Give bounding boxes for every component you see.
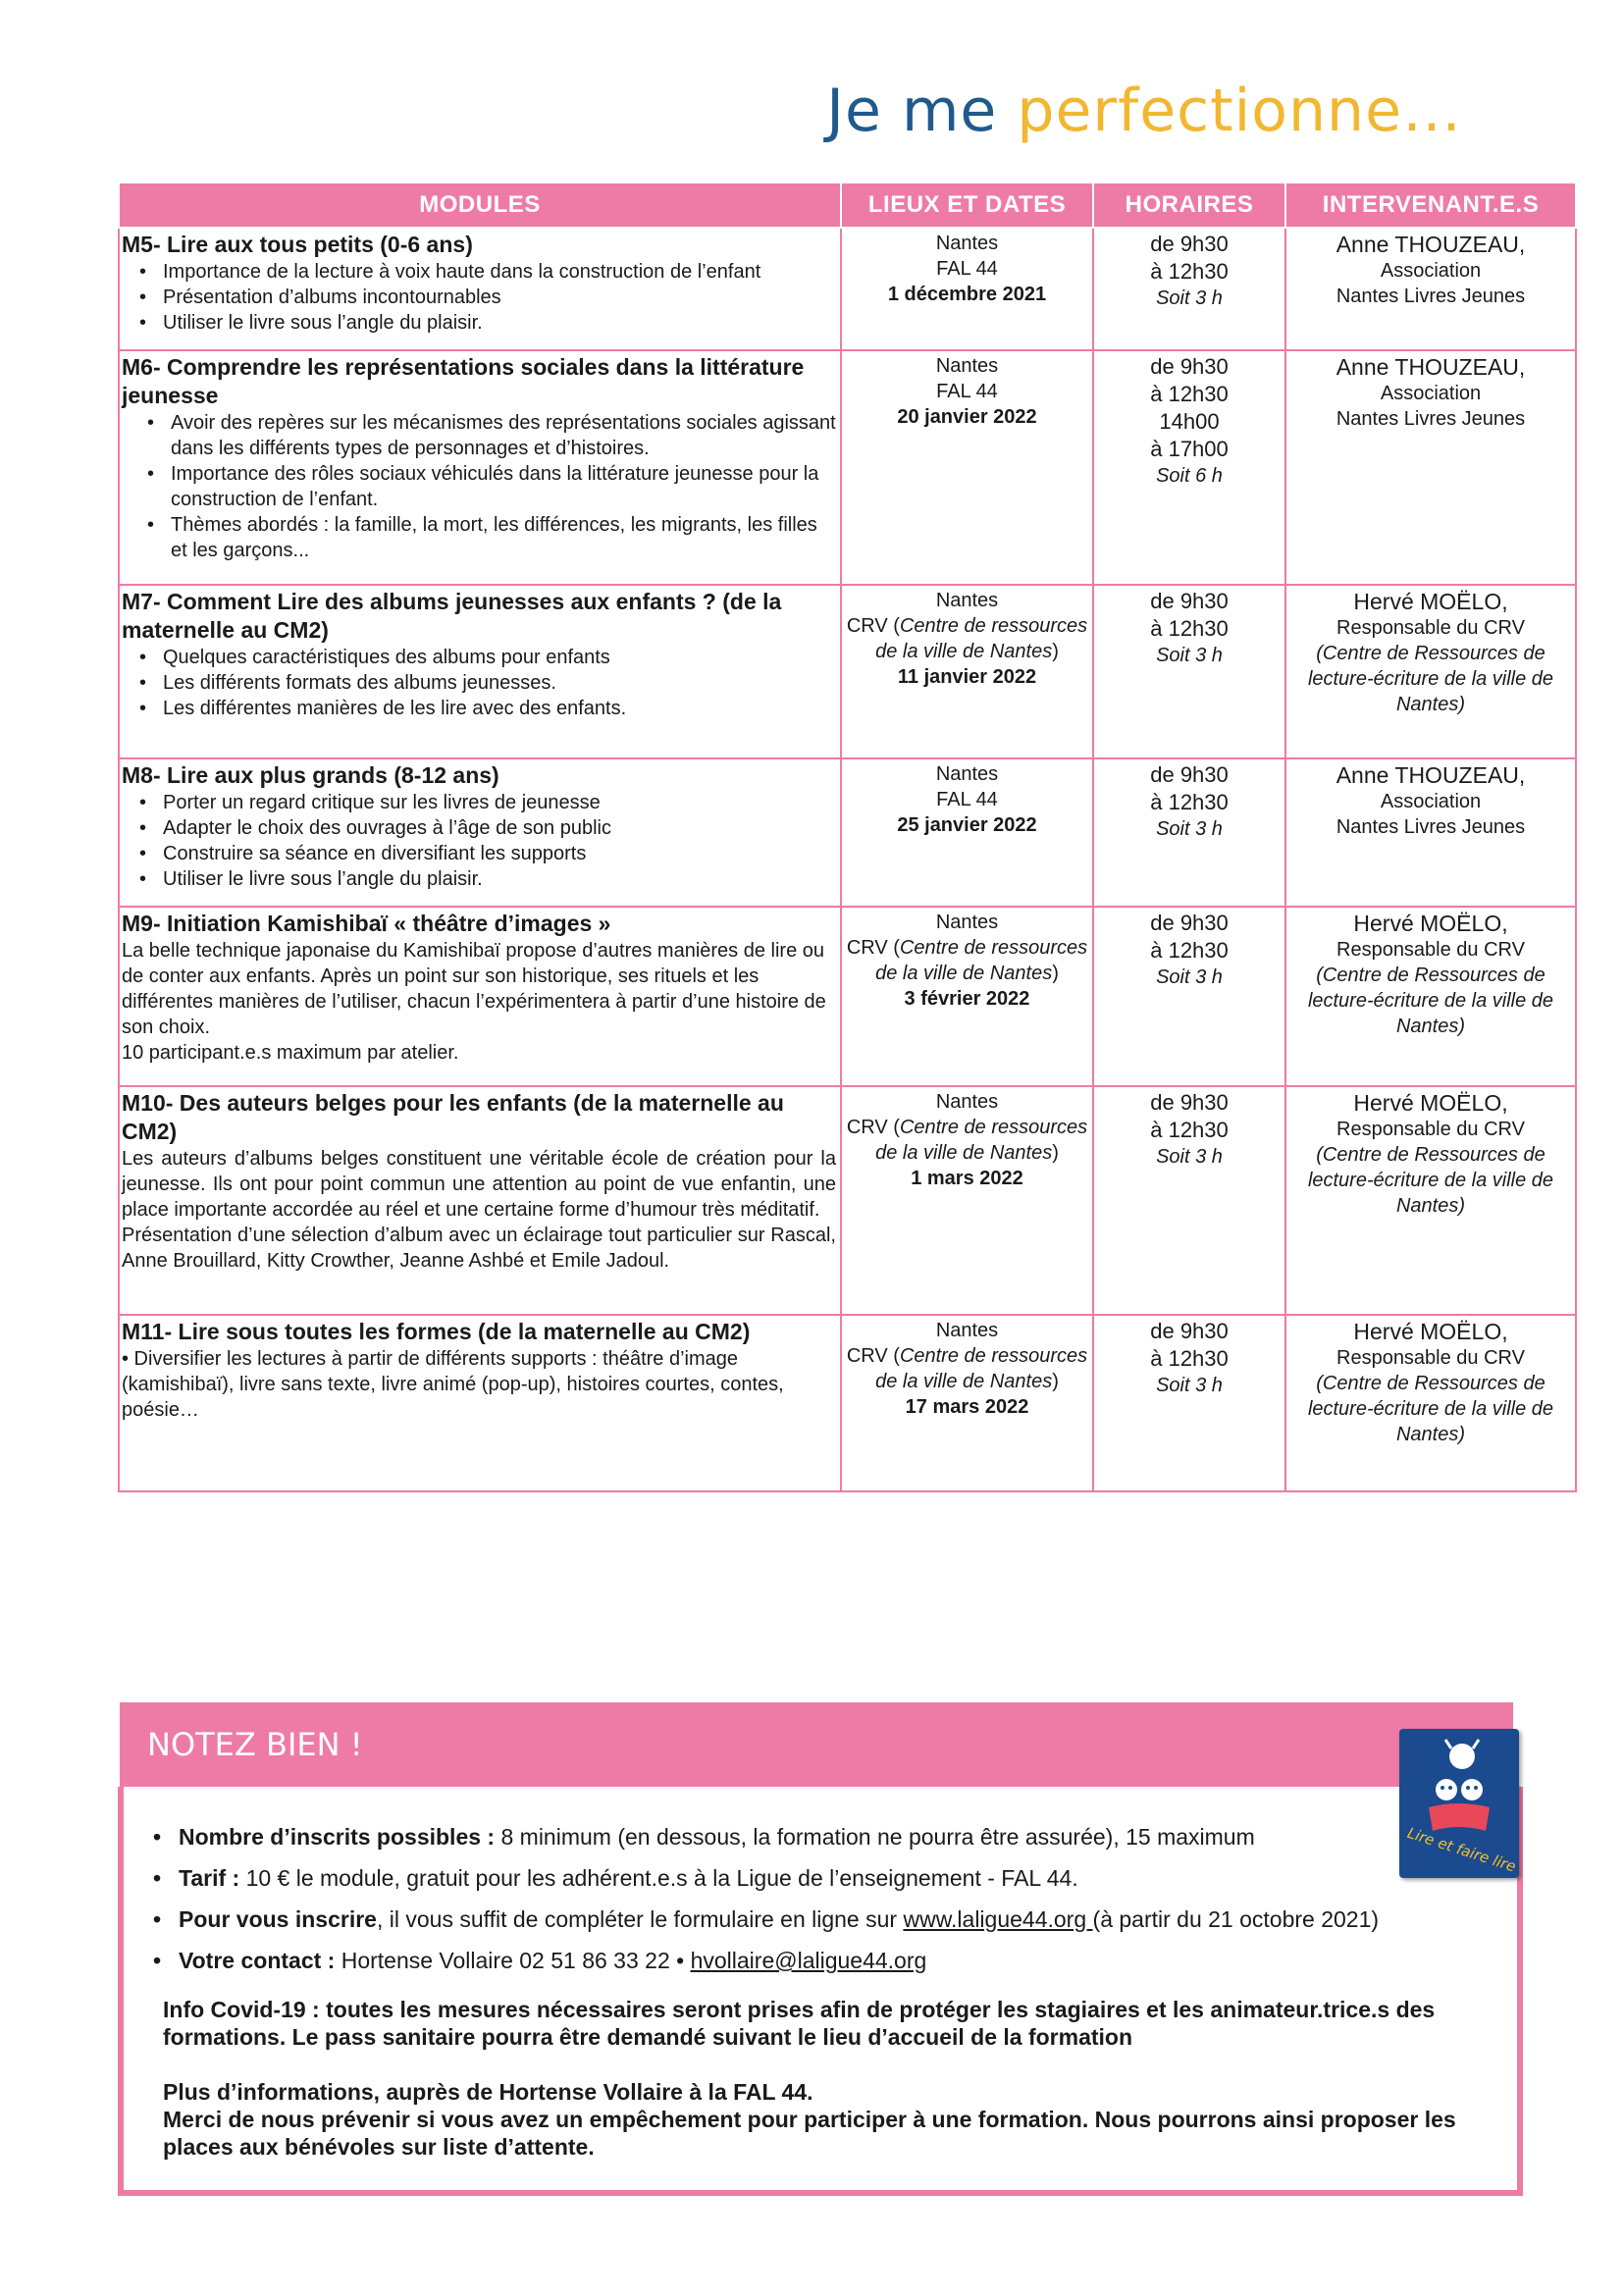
venue-full-name: Centre de ressources de la ville de Nantes bbox=[875, 615, 1088, 662]
module-cell bbox=[119, 907, 841, 1086]
venue bbox=[843, 935, 1091, 986]
duration: Soit 6 h bbox=[1156, 465, 1223, 487]
schedule-cell bbox=[1093, 1315, 1285, 1491]
venue bbox=[843, 613, 1091, 664]
module-title: M8- Lire aux plus grands (8-12 ans) bbox=[122, 762, 499, 788]
speaker-cell bbox=[1285, 350, 1576, 585]
email-link[interactable]: hvollaire@laligue44.org bbox=[690, 1948, 927, 1973]
module-note: Présentation d’une sélection d’album avec un éclairage tout particulier sur Rascal, Anne Brouillard, Kitty Crowther, Jeanne Ashbé et Emile Jadoul. bbox=[122, 1225, 836, 1272]
list-item bbox=[153, 1816, 1497, 1857]
time-end: à 12h30 bbox=[1150, 259, 1229, 284]
bullet-item: • Thèmes abordés : la famille, la mort, les différences, les migrants, les filles et les garçons... bbox=[169, 512, 836, 563]
bullet-item: • Présentation d’albums incontournables bbox=[161, 285, 836, 310]
speaker-role: Responsable du CRV bbox=[1336, 1119, 1525, 1140]
venue-full-name: Centre de ressources de la ville de Nantes bbox=[875, 1117, 1088, 1164]
venue-full-name: Centre de ressources de la ville de Nantes bbox=[875, 937, 1088, 984]
logo-text: Lire et faire lire bbox=[1405, 1823, 1519, 1876]
venue-prefix: CRV ( bbox=[846, 615, 900, 637]
session-date: 1 décembre 2021 bbox=[887, 284, 1047, 305]
module-bullets bbox=[122, 259, 836, 336]
module-title: M6- Comprendre les représentations sociales dans la littérature jeunesse bbox=[122, 354, 805, 408]
schedule-cell bbox=[1093, 907, 1285, 1086]
item-text: 8 minimum (en dessous, la formation ne pourra être assurée), 15 maximum bbox=[495, 1824, 1255, 1850]
schedule-cell bbox=[1093, 758, 1285, 907]
speaker-name: Hervé MOËLO, bbox=[1353, 1090, 1508, 1116]
item-text-after: (à partir du 21 octobre 2021) bbox=[1092, 1906, 1380, 1932]
session-date: 17 mars 2022 bbox=[905, 1396, 1029, 1418]
item-label: Tarif : bbox=[179, 1865, 240, 1891]
module-bullets bbox=[122, 410, 836, 563]
duration: Soit 3 h bbox=[1156, 645, 1223, 666]
city: Nantes bbox=[935, 233, 999, 254]
speaker-cell bbox=[1285, 228, 1576, 350]
speaker-name: Anne THOUZEAU, bbox=[1336, 354, 1526, 380]
item-text: , il vous suffit de compléter le formulaire en ligne sur bbox=[376, 1906, 904, 1932]
item-text: 10 € le module, gratuit pour les adhérent.e.s à la Ligue de l’enseignement - FAL 44. bbox=[239, 1865, 1078, 1891]
module-cell bbox=[119, 758, 841, 907]
venue-prefix: CRV ( bbox=[846, 1345, 900, 1367]
speaker-org: Nantes Livres Jeunes bbox=[1336, 816, 1526, 838]
waitlist-info: Merci de nous prévenir si vous avez un empêchement pour participer à une formation. Nous pourrons ainsi proposer les places aux bénévoles sur liste d’attente. bbox=[163, 2107, 1456, 2160]
schedule-cell bbox=[1093, 228, 1285, 350]
venue-suffix: ) bbox=[1052, 963, 1059, 984]
module-cell bbox=[119, 228, 841, 350]
location-cell bbox=[841, 350, 1093, 585]
time-end: à 12h30 bbox=[1150, 1118, 1229, 1142]
venue: FAL 44 bbox=[936, 789, 998, 810]
speaker-org: (Centre de Ressources de lecture-écriture de la ville de Nantes) bbox=[1307, 643, 1554, 715]
venue-suffix: ) bbox=[1052, 1371, 1059, 1392]
speaker-cell bbox=[1285, 758, 1576, 907]
schedule-cell bbox=[1093, 1086, 1285, 1315]
table-row bbox=[119, 350, 1576, 585]
module-title: M11- Lire sous toutes les formes (de la maternelle au CM2) bbox=[122, 1319, 751, 1344]
bullet-item: • Les différents formats des albums jeunesses. bbox=[161, 670, 836, 696]
notice-box bbox=[120, 1702, 1513, 2196]
module-cell bbox=[119, 585, 841, 758]
speaker-role: Responsable du CRV bbox=[1336, 617, 1525, 639]
logo-illustration-icon bbox=[1399, 1729, 1519, 1878]
title-part1: Je me bbox=[826, 77, 998, 145]
module-note: 10 participant.e.s maximum par atelier. bbox=[122, 1042, 459, 1064]
time-start: de 9h30 bbox=[1150, 1090, 1229, 1115]
duration: Soit 3 h bbox=[1156, 287, 1223, 309]
speaker-cell bbox=[1285, 1086, 1576, 1315]
module-title: M7- Comment Lire des albums jeunesses aux enfants ? (de la maternelle au CM2) bbox=[122, 589, 782, 643]
speaker-name: Anne THOUZEAU, bbox=[1336, 232, 1526, 257]
location-cell bbox=[841, 585, 1093, 758]
bullet-item: • Porter un regard critique sur les livres de jeunesse bbox=[161, 790, 836, 815]
time-start: de 9h30 bbox=[1150, 232, 1229, 256]
time-start: de 9h30 bbox=[1150, 762, 1229, 787]
time-start: de 9h30 bbox=[1150, 911, 1229, 935]
time-end: à 12h30 bbox=[1150, 382, 1229, 406]
location-cell bbox=[841, 758, 1093, 907]
session-date: 25 janvier 2022 bbox=[897, 814, 1037, 836]
speaker-role: Association bbox=[1380, 791, 1482, 812]
module-description: Les auteurs d’albums belges constituent une véritable école de création pour la jeunesse. Ils ont pour point commun une attention au point de vue enfantin, une place importante accordée au réel et une certaine forme d’humour très méditatif. bbox=[122, 1148, 836, 1221]
speaker-cell bbox=[1285, 1315, 1576, 1491]
bullet-item: • Importance de la lecture à voix haute dans la construction de l’enfant bbox=[161, 259, 836, 285]
duration: Soit 3 h bbox=[1156, 818, 1223, 840]
city: Nantes bbox=[935, 355, 999, 377]
speaker-org: (Centre de Ressources de lecture-écriture de la ville de Nantes) bbox=[1307, 965, 1554, 1037]
table-row bbox=[119, 1315, 1576, 1491]
column-header-lieux: LIEUX ET DATES bbox=[841, 183, 1093, 228]
item-text: Hortense Vollaire 02 51 86 33 22 • bbox=[335, 1948, 691, 1973]
speaker-role: Association bbox=[1380, 260, 1482, 282]
city: Nantes bbox=[935, 1091, 999, 1113]
module-description: La belle technique japonaise du Kamishibaï propose d’autres manières de lire ou de conter aux enfants. Après un point sur son historique, ses rituels et les différentes manières de l’utiliser, chacun l’expérimentera à partir d’une histoire de son choix. bbox=[122, 940, 826, 1038]
session-date: 3 février 2022 bbox=[904, 988, 1030, 1010]
more-info: Plus d’informations, auprès de Hortense Vollaire à la FAL 44. bbox=[163, 2079, 813, 2105]
time-end: à 12h30 bbox=[1150, 616, 1229, 641]
city: Nantes bbox=[935, 590, 999, 611]
bullet-item: • Quelques caractéristiques des albums pour enfants bbox=[161, 645, 836, 670]
module-title: M9- Initiation Kamishibaï « théâtre d’images » bbox=[122, 911, 611, 936]
bullet-item: • Importance des rôles sociaux véhiculés dans la littérature jeunesse pour la construction de l’enfant. bbox=[169, 461, 836, 512]
website-link[interactable]: www.laligue44.org bbox=[903, 1906, 1093, 1932]
speaker-org: (Centre de Ressources de lecture-écriture de la ville de Nantes) bbox=[1307, 1144, 1554, 1217]
venue-suffix: ) bbox=[1052, 1142, 1059, 1164]
module-cell bbox=[119, 350, 841, 585]
notice-list bbox=[153, 1816, 1497, 1981]
time-end: à 17h00 bbox=[1150, 437, 1229, 461]
speaker-org: (Centre de Ressources de lecture-écriture de la ville de Nantes) bbox=[1307, 1373, 1554, 1445]
notice-heading: NOTEZ BIEN ! bbox=[120, 1702, 1513, 1787]
duration: Soit 3 h bbox=[1156, 1146, 1223, 1168]
modules-table bbox=[118, 182, 1577, 1492]
speaker-cell bbox=[1285, 585, 1576, 758]
table-header-row bbox=[119, 183, 1576, 228]
bullet-item: • Adapter le choix des ouvrages à l’âge de son public bbox=[161, 815, 836, 841]
location-cell bbox=[841, 1315, 1093, 1491]
location-cell bbox=[841, 1086, 1093, 1315]
duration: Soit 3 h bbox=[1156, 1375, 1223, 1396]
schedule-cell bbox=[1093, 350, 1285, 585]
column-header-modules: MODULES bbox=[119, 183, 841, 228]
session-date: 20 janvier 2022 bbox=[897, 406, 1037, 428]
venue: FAL 44 bbox=[936, 258, 998, 280]
module-description: • Diversifier les lectures à partir de différents supports : théâtre d’image (kamishibaï), livre sans texte, livre animé (pop-up), histoires courtes, contes, poésie… bbox=[122, 1348, 784, 1421]
module-cell bbox=[119, 1086, 841, 1315]
module-bullets bbox=[122, 645, 836, 721]
speaker-name: Anne THOUZEAU, bbox=[1336, 762, 1526, 788]
bullet-item: • Les différentes manières de les lire avec des enfants. bbox=[161, 696, 836, 721]
list-item bbox=[153, 1940, 1497, 1981]
speaker-role: Responsable du CRV bbox=[1336, 939, 1525, 961]
item-label: Nombre d’inscrits possibles : bbox=[179, 1824, 496, 1850]
venue-suffix: ) bbox=[1052, 641, 1059, 662]
time-end: à 12h30 bbox=[1150, 1346, 1229, 1371]
table-row bbox=[119, 585, 1576, 758]
table-row bbox=[119, 1086, 1576, 1315]
title-part2: perfectionne… bbox=[1017, 77, 1462, 145]
speaker-org: Nantes Livres Jeunes bbox=[1336, 286, 1526, 307]
item-label: Votre contact : bbox=[179, 1948, 336, 1973]
bullet-item: • Avoir des repères sur les mécanismes des représentations sociales agissant dans les différents types de personnages et d’histoires. bbox=[169, 410, 836, 461]
speaker-name: Hervé MOËLO, bbox=[1353, 1319, 1508, 1344]
speaker-role: Responsable du CRV bbox=[1336, 1347, 1525, 1369]
covid-info: Info Covid-19 : toutes les mesures nécessaires seront prises afin de protéger les stagiaires et les animateur.trice.s des formations. Le pass sanitaire pourra être demandé suivant le lieu d’accueil de la formation bbox=[163, 1997, 1436, 2050]
item-label: Pour vous inscrire bbox=[179, 1906, 377, 1932]
module-title: M5- Lire aux tous petits (0-6 ans) bbox=[122, 232, 473, 257]
lire-et-faire-lire-logo bbox=[1399, 1729, 1519, 1878]
table-row bbox=[119, 907, 1576, 1086]
time-start: de 9h30 bbox=[1150, 1319, 1229, 1343]
bullet-item: • Utiliser le livre sous l’angle du plaisir. bbox=[161, 866, 836, 892]
column-header-horaires: HORAIRES bbox=[1093, 183, 1285, 228]
module-title: M10- Des auteurs belges pour les enfants (de la maternelle au CM2) bbox=[122, 1090, 784, 1144]
speaker-org: Nantes Livres Jeunes bbox=[1336, 408, 1526, 430]
venue: FAL 44 bbox=[936, 381, 998, 402]
city: Nantes bbox=[935, 1320, 999, 1341]
table-row bbox=[119, 758, 1576, 907]
speaker-name: Hervé MOËLO, bbox=[1353, 589, 1508, 614]
session-date: 11 janvier 2022 bbox=[897, 666, 1037, 688]
time-start: de 9h30 bbox=[1150, 589, 1229, 613]
time-end: à 12h30 bbox=[1150, 938, 1229, 963]
venue-prefix: CRV ( bbox=[846, 937, 900, 959]
venue bbox=[843, 1343, 1091, 1394]
time-start: de 9h30 bbox=[1150, 354, 1229, 379]
speaker-cell bbox=[1285, 907, 1576, 1086]
speaker-role: Association bbox=[1380, 383, 1482, 404]
list-item bbox=[153, 1857, 1497, 1899]
module-bullets bbox=[122, 790, 836, 892]
venue-prefix: CRV ( bbox=[846, 1117, 900, 1138]
bullet-item: • Utiliser le livre sous l’angle du plaisir. bbox=[161, 310, 836, 336]
city: Nantes bbox=[935, 763, 999, 785]
table-row bbox=[119, 228, 1576, 350]
list-item bbox=[153, 1899, 1497, 1940]
notice-body bbox=[118, 1787, 1523, 2196]
speaker-name: Hervé MOËLO, bbox=[1353, 911, 1508, 936]
page-title bbox=[826, 77, 1462, 145]
venue-full-name: Centre de ressources de la ville de Nantes bbox=[875, 1345, 1088, 1392]
location-cell bbox=[841, 907, 1093, 1086]
schedule-cell bbox=[1093, 585, 1285, 758]
time-end: à 12h30 bbox=[1150, 790, 1229, 814]
duration: Soit 3 h bbox=[1156, 966, 1223, 988]
bullet-item: • Construire sa séance en diversifiant les supports bbox=[161, 841, 836, 866]
location-cell bbox=[841, 228, 1093, 350]
session-date: 1 mars 2022 bbox=[911, 1168, 1023, 1189]
venue bbox=[843, 1115, 1091, 1166]
city: Nantes bbox=[935, 912, 999, 933]
time-start: 14h00 bbox=[1159, 409, 1220, 434]
module-cell bbox=[119, 1315, 841, 1491]
column-header-intervenants: INTERVENANT.E.S bbox=[1285, 183, 1576, 228]
